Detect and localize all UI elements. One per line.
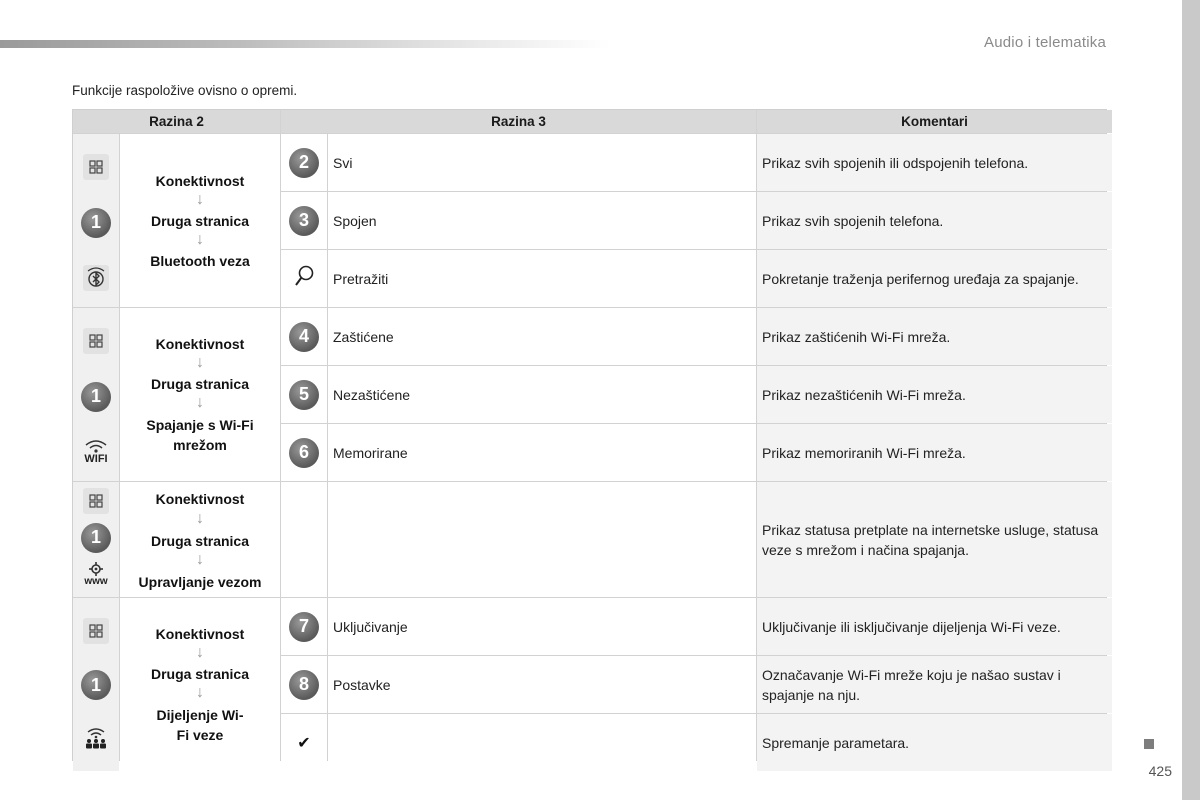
option-label-ukljucivanje: Uključivanje (328, 598, 756, 655)
option-comment: Prikaz statusa pretplate na internetske usluge, statusa veze s mrežom i načina spajanja. (757, 482, 1112, 597)
step-badge-1: 1 (81, 523, 111, 553)
path-step: Konektivnost (155, 335, 245, 352)
path-step: Druga stranica (150, 532, 250, 549)
apps-grid-icon (83, 328, 109, 354)
option-label-postavke: Postavke (328, 656, 756, 713)
down-arrow-icon: ↓ (196, 509, 204, 527)
apps-grid-icon (83, 488, 109, 514)
group-icons-connection (73, 482, 119, 597)
apps-grid-icon (83, 618, 109, 644)
badge-cell (281, 250, 327, 307)
badge-cell (281, 656, 327, 713)
option-comment: Spremanje parametara. (757, 714, 1112, 771)
settings-table (72, 109, 1107, 761)
wifi-label: WIFI (84, 453, 108, 465)
option-label-nezasticene: Nezaštićene (328, 366, 756, 423)
badge-cell (281, 366, 327, 423)
option-comment: Prikaz svih spojenih ili odspojenih telefona. (757, 134, 1112, 191)
option-label-zasticene: Zaštićene (328, 308, 756, 365)
option-label-pretraziti: Pretražiti (328, 250, 756, 307)
down-arrow-icon: ↓ (196, 643, 204, 661)
down-arrow-icon: ↓ (196, 551, 204, 569)
path-step: Upravljanje vezom (138, 574, 262, 590)
step-badge-1: 1 (81, 670, 111, 700)
menu-path-connection (120, 482, 280, 597)
path-step: Spajanje s Wi-Fi mrežom (146, 416, 254, 453)
path-step: Druga stranica (150, 665, 250, 682)
badge-cell (281, 308, 327, 365)
option-label-empty (328, 714, 756, 771)
step-badge-3: 3 (289, 206, 319, 236)
page-number: 425 (1148, 763, 1172, 779)
www-settings-icon (84, 561, 107, 587)
option-comment: Označavanje Wi-Fi mreže koju je našao sustav i spajanje na nju. (757, 656, 1112, 713)
page-marker (1144, 739, 1154, 749)
wifi-icon (84, 439, 108, 465)
down-arrow-icon: ↓ (196, 190, 204, 208)
step-badge-2: 2 (289, 148, 319, 178)
checkmark-icon: ✔ (297, 734, 311, 752)
search-icon (293, 264, 315, 293)
path-step: Dijeljenje Wi-Fi veze (156, 706, 244, 743)
badge-cell (281, 424, 327, 481)
menu-path-wifi (120, 308, 280, 481)
down-arrow-icon: ↓ (196, 683, 204, 701)
step-badge-8: 8 (289, 670, 319, 700)
option-label-empty (328, 482, 756, 597)
option-comment: Prikaz memoriranih Wi-Fi mreža. (757, 424, 1112, 481)
path-step: Druga stranica (150, 212, 250, 229)
www-label: www (84, 576, 108, 587)
intro-text: Funkcije raspoložive ovisno o opremi. (72, 83, 298, 98)
badge-cell (281, 598, 327, 655)
step-badge-6: 6 (289, 438, 319, 468)
down-arrow-icon: ↓ (196, 230, 204, 248)
badge-cell (281, 482, 327, 597)
badge-cell (281, 714, 327, 771)
step-badge-4: 4 (289, 322, 319, 352)
menu-path-bluetooth (120, 134, 280, 307)
option-comment: Prikaz zaštićenih Wi-Fi mreža. (757, 308, 1112, 365)
path-step: Druga stranica (150, 375, 250, 392)
column-header-komentari: Komentari (757, 110, 1112, 133)
option-comment: Prikaz nezaštićenih Wi-Fi mreža. (757, 366, 1112, 423)
option-label-memorirane: Memorirane (328, 424, 756, 481)
group-icons-wifi-sharing (73, 598, 119, 771)
wifi-sharing-icon (83, 726, 109, 755)
bluetooth-icon (83, 265, 109, 291)
step-badge-7: 7 (289, 612, 319, 642)
badge-cell (281, 134, 327, 191)
badge-cell (281, 192, 327, 249)
column-header-razina-3: Razina 3 (281, 110, 756, 133)
down-arrow-icon: ↓ (196, 353, 204, 371)
path-step: Bluetooth veza (150, 252, 250, 269)
option-label-svi: Svi (328, 134, 756, 191)
option-comment: Pokretanje traženja perifernog uređaja za spajanje. (757, 250, 1112, 307)
group-icons-wifi (73, 308, 119, 481)
option-comment: Prikaz svih spojenih telefona. (757, 192, 1112, 249)
section-title: Audio i telematika (984, 34, 1106, 51)
step-badge-5: 5 (289, 380, 319, 410)
side-strip (1182, 0, 1200, 800)
path-step: Konektivnost (155, 172, 245, 189)
step-badge-1: 1 (81, 382, 111, 412)
column-header-razina-2: Razina 2 (73, 110, 280, 133)
header-gradient-bar (0, 40, 610, 48)
down-arrow-icon: ↓ (196, 393, 204, 411)
group-icons-bluetooth (73, 134, 119, 307)
option-comment: Uključivanje ili isključivanje dijeljenja Wi-Fi veze. (757, 598, 1112, 655)
menu-path-wifi-sharing (120, 598, 280, 771)
path-step: Konektivnost (155, 625, 245, 642)
option-label-spojen: Spojen (328, 192, 756, 249)
path-step: Konektivnost (155, 491, 245, 507)
step-badge-1: 1 (81, 208, 111, 238)
apps-grid-icon (83, 154, 109, 180)
